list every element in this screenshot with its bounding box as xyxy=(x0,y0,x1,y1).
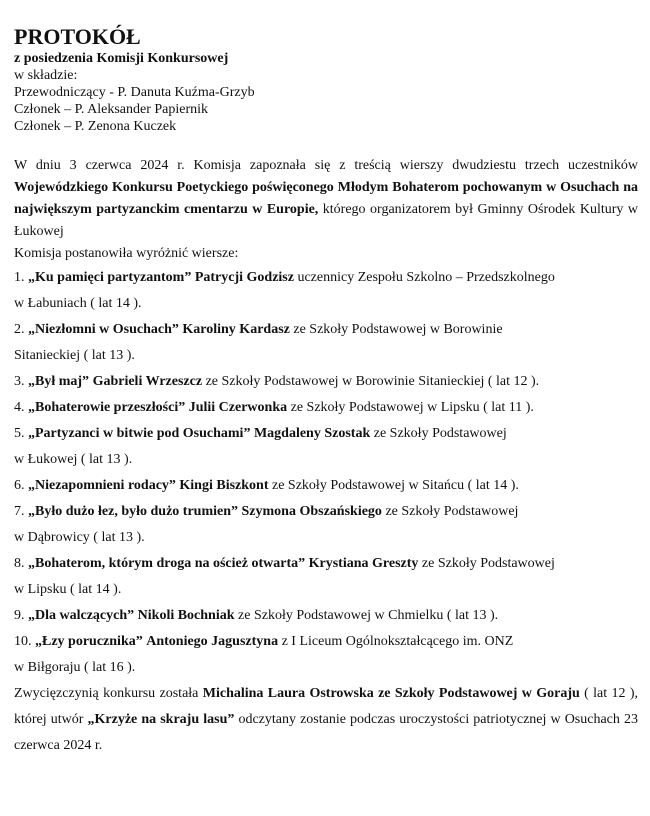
poem-title: „Niezłomni w Osuchach” xyxy=(28,322,179,337)
award-item xyxy=(14,395,638,421)
award-number: 7. xyxy=(14,504,25,519)
poem-title: „Łzy porucznika” xyxy=(35,634,143,649)
poem-title: „Dla walczących” xyxy=(28,608,135,623)
award-number: 5. xyxy=(14,426,25,441)
school-text: ze Szkoły Podstawowej w Borowinie Sitanieckiej ( lat 12 ). xyxy=(205,374,540,389)
author-name: Karoliny Kardasz xyxy=(182,322,290,337)
place-age-text: w Dąbrowicy ( lat 13 ). xyxy=(14,530,145,545)
intro-text-1: W dniu 3 czerwca 2024 r. Komisja zapoznała się z treścią wierszy dwudziestu trzech uczestników xyxy=(14,158,638,173)
school-text: ze Szkoły Podstawowej xyxy=(421,556,555,571)
school-text: ze Szkoły Podstawowej xyxy=(373,426,507,441)
award-item xyxy=(14,317,638,369)
winner-text-2: ( lat 12 ), której utwór xyxy=(14,686,638,727)
place-age-text: w Łabuniach ( lat 14 ). xyxy=(14,296,142,311)
awards-list xyxy=(14,265,638,681)
award-number: 6. xyxy=(14,478,25,493)
winning-poem-title: „Krzyże na skraju lasu” xyxy=(87,712,235,727)
award-item xyxy=(14,499,638,551)
award-item xyxy=(14,369,638,395)
award-number: 9. xyxy=(14,608,25,623)
award-item xyxy=(14,551,638,603)
place-age-text: Sitanieckiej ( lat 13 ). xyxy=(14,348,135,363)
author-name: Szymona Obszańskiego xyxy=(241,504,382,519)
award-number: 3. xyxy=(14,374,25,389)
award-number: 10. xyxy=(14,634,32,649)
school-text: z I Liceum Ogólnokształcącego im. ONZ xyxy=(281,634,514,649)
document-subtitle: z posiedzenia Komisji Konkursowej xyxy=(14,51,229,66)
poem-title: „Niezapomnieni rodacy” xyxy=(28,478,176,493)
school-text: ze Szkoły Podstawowej w Lipsku ( lat 11 ). xyxy=(290,400,534,415)
award-item xyxy=(14,265,638,317)
school-text: ze Szkoły Podstawowej xyxy=(385,504,519,519)
author-name: Krystiana Greszty xyxy=(308,556,419,571)
poem-title: „Był maj” xyxy=(28,374,90,389)
poem-title: „Bohaterowie przeszłości” xyxy=(28,400,186,415)
school-text: ze Szkoły Podstawowej w Borowinie xyxy=(293,322,503,337)
author-name: Antoniego Jagusztyna xyxy=(146,634,279,649)
winner-name: Michalina Laura Ostrowska ze Szkoły Podstawowej w Goraju xyxy=(202,686,580,701)
intro-text-2: którego organizatorem był Gminny Ośrodek Kultury w Łukowej xyxy=(14,202,638,239)
author-name: Julii Czerwonka xyxy=(188,400,288,415)
author-name: Magdaleny Szostak xyxy=(253,426,371,441)
winner-text-1: Zwycięzczynią konkursu została xyxy=(14,686,203,701)
intro-paragraph xyxy=(14,155,638,243)
school-text: uczennicy Zespołu Szkolno – Przedszkolnego xyxy=(297,270,555,285)
award-item xyxy=(14,473,638,499)
award-number: 2. xyxy=(14,322,25,337)
award-number: 8. xyxy=(14,556,25,571)
poem-title: „Bohaterom, którym droga na oścież otwarta” xyxy=(28,556,306,571)
award-number: 1. xyxy=(14,270,25,285)
composition-label: w składzie: xyxy=(14,68,78,83)
member-2: Członek – P. Zenona Kuczek xyxy=(14,119,177,134)
author-name: Patrycji Godzisz xyxy=(194,270,294,285)
school-text: ze Szkoły Podstawowej w Sitańcu ( lat 14 ). xyxy=(272,478,519,493)
poem-title: „Partyzanci w bitwie pod Osuchami” xyxy=(28,426,251,441)
member-chair: Przewodniczący - P. Danuta Kuźma-Grzyb xyxy=(14,85,255,100)
document-title: PROTOKÓŁ xyxy=(14,24,141,49)
author-name: Nikoli Bochniak xyxy=(137,608,235,623)
decision-line: Komisja postanowiła wyróżnić wiersze: xyxy=(14,246,239,261)
author-name: Gabrieli Wrzeszcz xyxy=(92,374,203,389)
author-name: Kingi Biszkont xyxy=(179,478,269,493)
winner-text-3: odczytany zostanie podczas uroczystości patriotycznej w Osuchach 23 czerwca 2024 r. xyxy=(14,712,638,753)
winner-paragraph xyxy=(14,681,638,759)
award-item xyxy=(14,629,638,681)
contest-name: Wojewódzkiego Konkursu Poetyckiego poświęconego Młodym Bohaterom pochowanym w Osuchach na największym partyzanckim cmentarzu w Europie, xyxy=(14,180,638,217)
award-item xyxy=(14,421,638,473)
place-age-text: w Łukowej ( lat 13 ). xyxy=(14,452,133,467)
member-1: Członek – P. Aleksander Papiernik xyxy=(14,102,209,117)
award-item xyxy=(14,603,638,629)
place-age-text: w Lipsku ( lat 14 ). xyxy=(14,582,122,597)
school-text: ze Szkoły Podstawowej w Chmielku ( lat 13 ). xyxy=(238,608,499,623)
poem-title: „Było dużo łez, było dużo trumien” xyxy=(28,504,239,519)
poem-title: „Ku pamięci partyzantom” xyxy=(28,270,192,285)
place-age-text: w Biłgoraju ( lat 16 ). xyxy=(14,660,136,675)
award-number: 4. xyxy=(14,400,25,415)
